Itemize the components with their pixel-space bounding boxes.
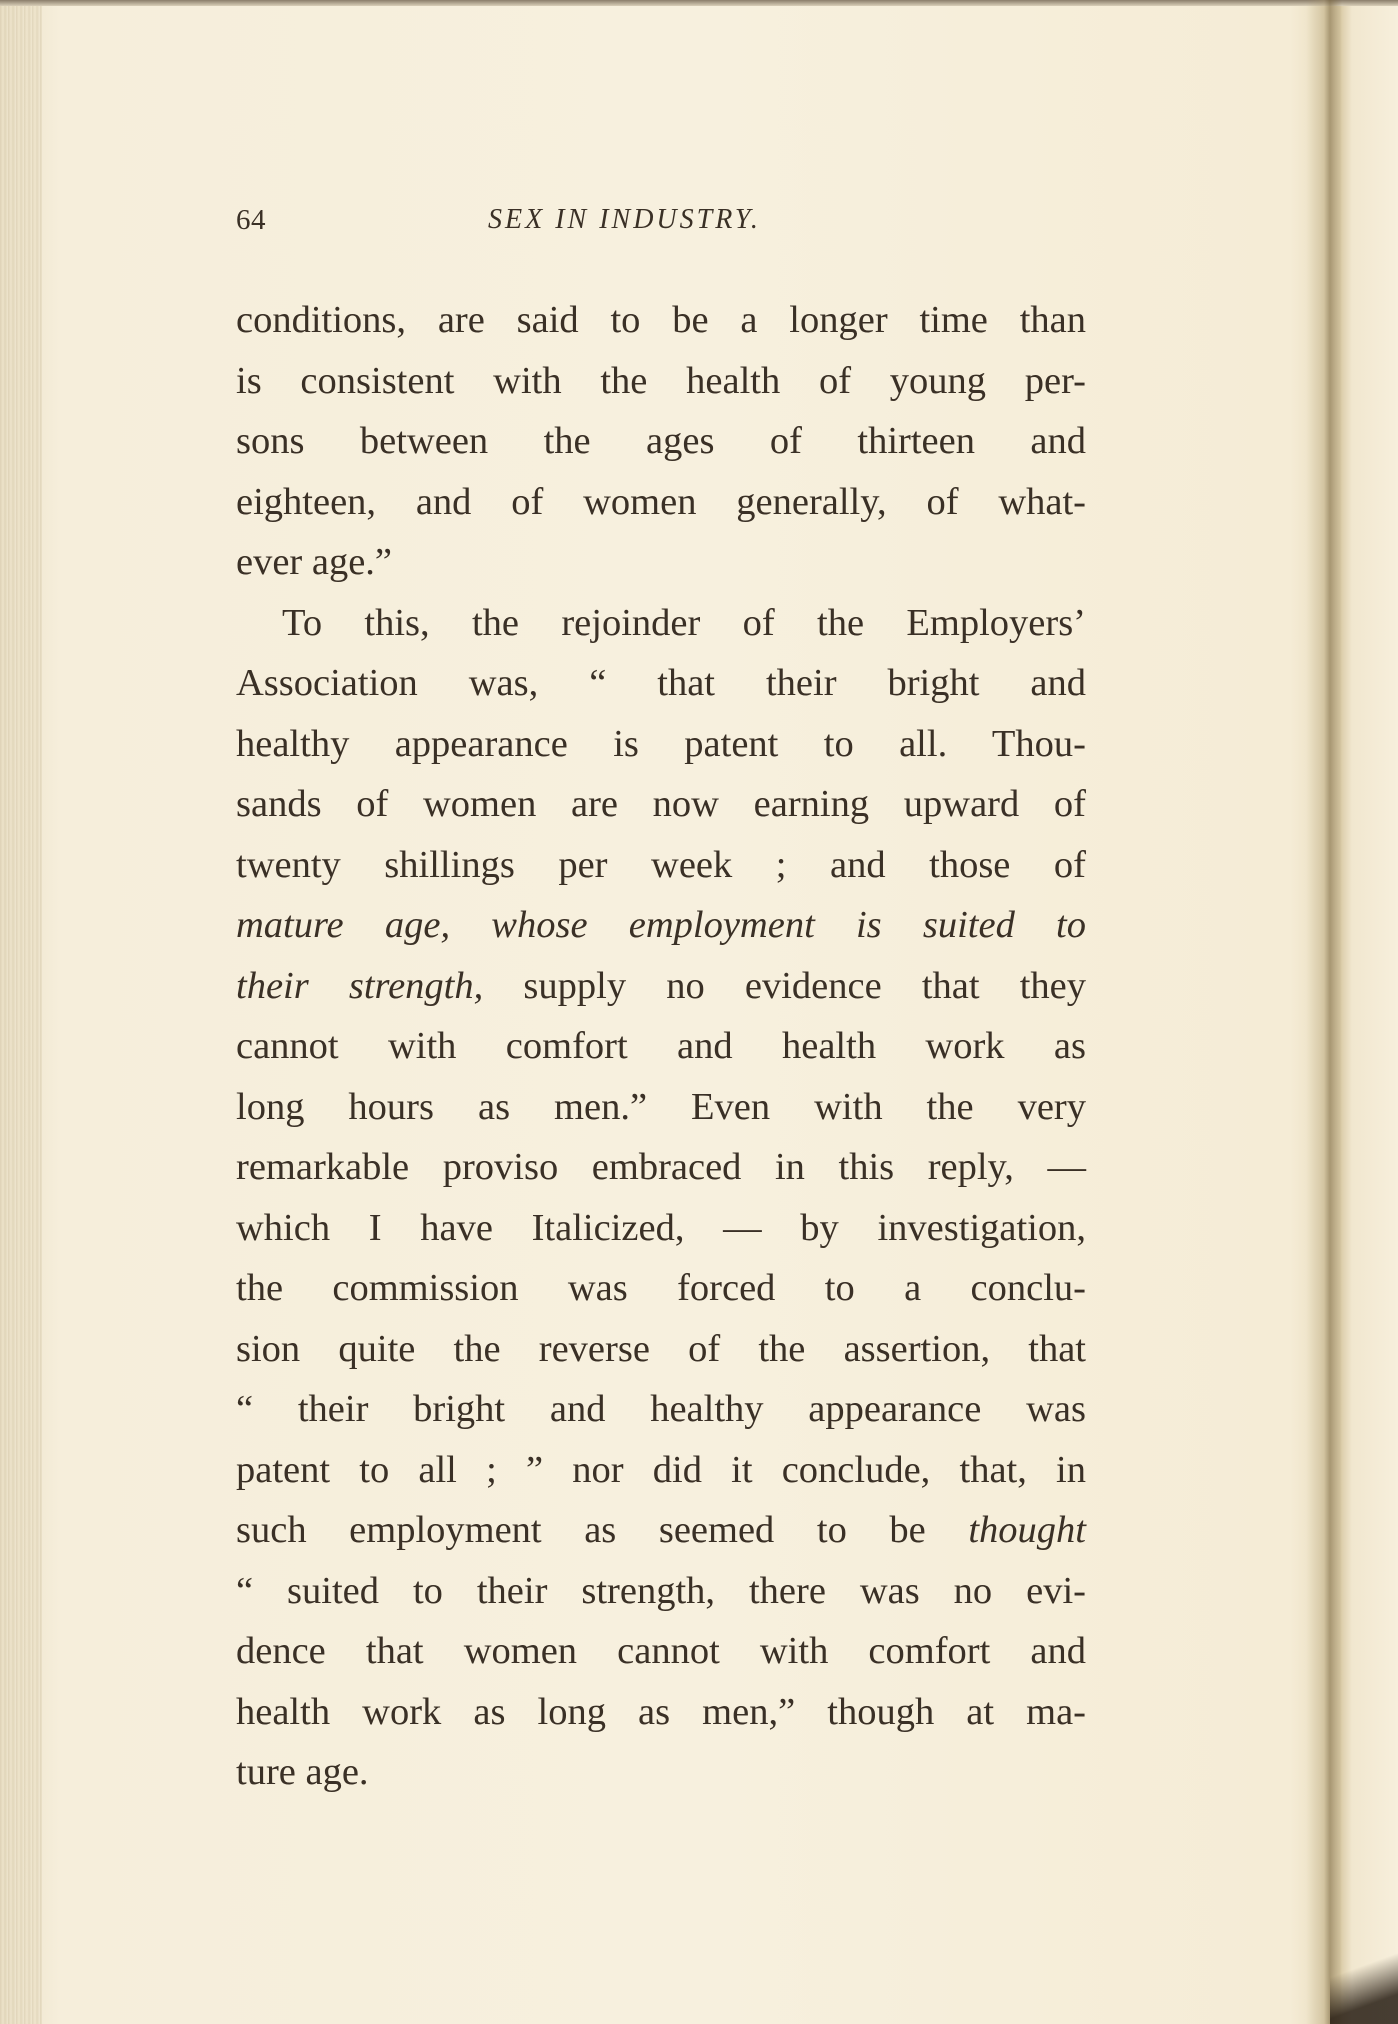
text-line: ever age.” [236,541,393,583]
text-line: sion quite the reverse of the assertion, that [236,1327,1086,1370]
text-line: is consistent with the health of young per- [236,359,1086,402]
body-text [236,290,1086,1803]
text-line: patent to all ; ” nor did it conclude, that, in [236,1448,1086,1491]
text-line: such employment as seemed to be thought [236,1509,1086,1551]
text-line: conditions, are said to be a longer time than [236,299,1086,341]
text-line: sons between the ages of thirteen and [236,420,1086,462]
text-line: ture age. [236,1751,369,1793]
text-line: long hours as men.” Even with the very [236,1085,1086,1128]
page-number: 64 [236,204,266,236]
italic-phrase: their strength, [236,964,484,1007]
text-line: healthy appearance is patent to all. Thou- [236,722,1086,765]
text-line: “ their bright and healthy appearance was [236,1388,1086,1430]
text-line: Association was, “ that their bright and [236,662,1086,704]
page-stack-edge [0,0,42,2024]
corner-shadow [1330,1930,1398,2024]
running-head: SEX IN INDUSTRY. [488,204,761,235]
text-line: health work as long as men,” though at ma- [236,1690,1086,1733]
text-line: remarkable proviso embraced in this reply, — [236,1146,1086,1188]
text-line: their strength, supply no evidence that they [236,964,1087,1007]
italic-word: thought [968,1509,1086,1551]
text-line: “ suited to their strength, there was no evi- [236,1569,1086,1612]
italic-text-line: mature age, whose employment is suited to [236,904,1086,946]
page-gutter-shadow [1306,0,1342,2024]
text-line: which I have Italicized, — by investigation, [236,1206,1086,1249]
page-top-edge [0,0,1398,6]
text-line: the commission was forced to a conclu- [236,1267,1086,1309]
paragraph-start-line: To this, the rejoinder of the Employers’ [282,601,1086,644]
text-line: eighteen, and of women generally, of what- [236,480,1086,523]
text-line: cannot with comfort and health work as [236,1025,1086,1067]
text-line: sands of women are now earning upward of [236,783,1086,825]
text-line: twenty shillings per week ; and those of [236,843,1086,886]
text-line: dence that women cannot with comfort and [236,1630,1086,1672]
page-header [236,204,1086,244]
